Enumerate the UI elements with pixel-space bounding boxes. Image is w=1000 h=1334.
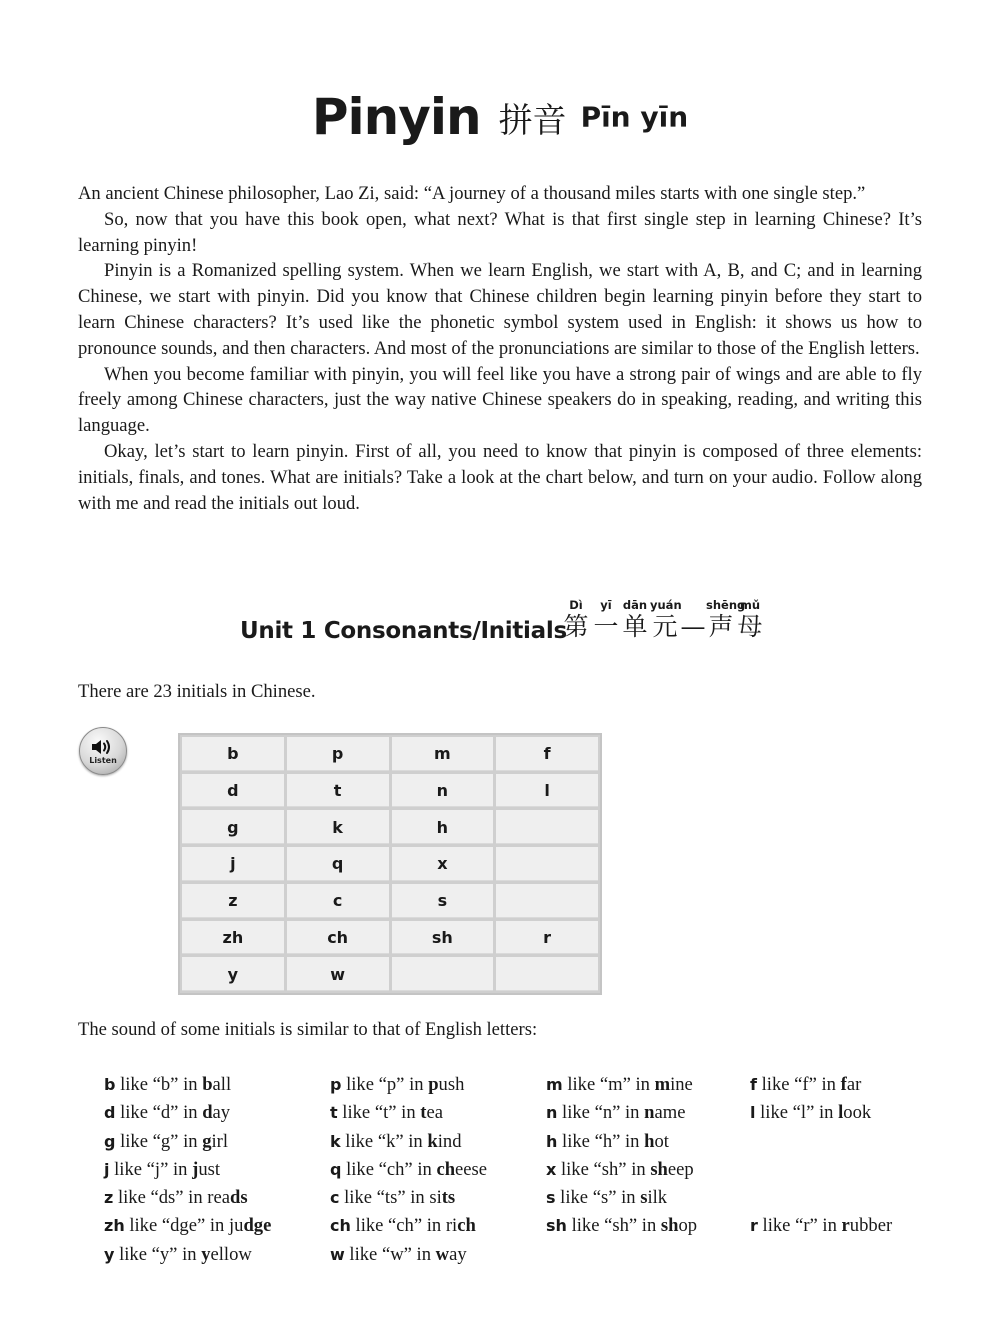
example-line: ch like “ch” in rich — [330, 1215, 476, 1237]
example-line: b like “b” in ball — [104, 1074, 232, 1095]
unit-heading-english: Unit 1 Consonants/Initials — [240, 618, 567, 644]
table-cell: k — [287, 810, 389, 844]
example-initial: y — [104, 1244, 115, 1264]
example-line: t like “t” in tea — [330, 1102, 443, 1124]
example-initial: w — [330, 1244, 345, 1264]
example-initial: h — [546, 1131, 558, 1151]
example-initial: k — [330, 1131, 341, 1151]
table-cell: h — [392, 810, 494, 844]
example-line: h like “h” in hot — [546, 1130, 669, 1152]
example-line: d like “d” in day — [104, 1102, 231, 1124]
example-initial: b — [104, 1075, 116, 1094]
table-cell: q — [287, 847, 389, 881]
table-cell: b — [182, 737, 284, 771]
example-line: j like “j” in just — [104, 1158, 221, 1180]
table-cell: n — [392, 774, 494, 808]
listen-button[interactable] — [79, 727, 127, 775]
title-chinese: 拼音 — [498, 100, 567, 141]
example-line: sh like “sh” in shop — [546, 1215, 698, 1237]
examples-column-4 — [750, 1071, 892, 1241]
table-cell: j — [182, 847, 284, 881]
table-cell — [496, 847, 598, 881]
example-line: l like “l” in look — [750, 1102, 872, 1124]
example-initial: r — [750, 1216, 758, 1236]
example-initial: sh — [546, 1216, 567, 1236]
example-initial: q — [330, 1159, 342, 1179]
page-title — [0, 88, 1000, 146]
paragraph: An ancient Chinese philosopher, Lao Zi, said: “A journey of a thousand miles starts with one single step.” — [78, 183, 866, 204]
example-line: q like “ch” in cheese — [330, 1158, 488, 1180]
example-initial: g — [104, 1131, 116, 1151]
similar-sounds-text: The sound of some initials is similar to that of English letters: — [78, 1019, 538, 1040]
paragraph: Okay, let’s start to learn pinyin. First of all, you need to know that pinyin is composed of three elements: initials, finals, and tones. What are initials? Take a look at the chart below, and turn on your audio. Follow along with me and read the initials out loud. — [78, 440, 922, 514]
examples-column-2 — [330, 1071, 487, 1269]
example-line: k like “k” in kind — [330, 1130, 462, 1152]
examples-column-3 — [546, 1071, 697, 1241]
table-cell: s — [392, 884, 494, 918]
example-initial: x — [546, 1159, 557, 1179]
table-cell: x — [392, 847, 494, 881]
example-line: f like “f” in far — [750, 1074, 862, 1095]
table-cell: l — [496, 774, 598, 808]
table-cell: t — [287, 774, 389, 808]
title-english: Pinyin — [311, 88, 481, 146]
example-initial: p — [330, 1075, 342, 1094]
table-cell: w — [287, 957, 389, 991]
example-line — [750, 1128, 892, 1156]
example-line: r like “r” in rubber — [750, 1215, 893, 1237]
example-initial: f — [750, 1075, 757, 1094]
table-cell: f — [496, 737, 598, 771]
table-cell — [496, 957, 598, 991]
table-cell: m — [392, 737, 494, 771]
table-cell: c — [287, 884, 389, 918]
table-cell: zh — [182, 921, 284, 955]
example-initial: t — [330, 1103, 338, 1123]
examples-column-1 — [104, 1071, 271, 1269]
example-line: p like “p” in push — [330, 1074, 465, 1095]
speaker-icon — [91, 739, 115, 755]
example-initial: s — [546, 1188, 556, 1208]
example-initial: zh — [104, 1216, 125, 1236]
example-line: y like “y” in yellow — [104, 1243, 252, 1265]
ruby-dash: — — [680, 612, 706, 641]
table-cell: p — [287, 737, 389, 771]
example-initial: j — [104, 1159, 110, 1179]
example-initial: m — [546, 1075, 563, 1094]
example-line: c like “ts” in sits — [330, 1187, 456, 1209]
ruby-char: yuán 元 — [650, 598, 682, 641]
table-cell: z — [182, 884, 284, 918]
table-cell: d — [182, 774, 284, 808]
example-initial: n — [546, 1103, 558, 1123]
example-line: x like “sh” in sheep — [546, 1158, 694, 1180]
ruby-char: dān 单 — [622, 598, 648, 641]
example-line — [750, 1156, 892, 1184]
paragraph: Pinyin is a Romanized spelling system. When we learn English, we start with A, B, and C; and in learning Chinese, we start with pinyin. Did you know that Chinese children begin learning pinyin before they start to learn Chinese characters? It’s used like the phonetic symbol system used in English: it shows us how to pronounce sounds, and then characters. And most of the pronunciations are similar to those of the English letters. — [78, 260, 922, 359]
example-initial: c — [330, 1188, 340, 1208]
paragraph: So, now that you have this book open, what next? What is that first single step in learning Chinese? It’s learning pinyin! — [78, 208, 922, 256]
example-initial: ch — [330, 1216, 351, 1236]
example-line: zh like “dge” in judge — [104, 1215, 272, 1237]
example-initial: d — [104, 1103, 116, 1123]
ruby-char: Dì 第 — [563, 598, 589, 641]
table-cell: g — [182, 810, 284, 844]
example-initial: z — [104, 1188, 114, 1208]
ruby-char: mǔ 母 — [737, 598, 763, 641]
example-line: w like “w” in way — [330, 1243, 467, 1265]
example-line: m like “m” in mine — [546, 1074, 693, 1095]
example-initial: l — [750, 1103, 756, 1123]
example-line: g like “g” in girl — [104, 1130, 229, 1152]
table-cell: ch — [287, 921, 389, 955]
ruby-char: shēng 声 — [706, 598, 746, 641]
example-line — [750, 1184, 892, 1212]
table-cell: sh — [392, 921, 494, 955]
listen-label: Listen — [89, 756, 117, 765]
paragraph: When you become familiar with pinyin, you will feel like you have a strong pair of wings and are able to fly freely among Chinese characters, just the way native Chinese speakers do in speaking, reading, and writing this language. — [78, 363, 922, 437]
initials-table — [178, 733, 602, 995]
example-line: z like “ds” in reads — [104, 1187, 248, 1209]
table-cell — [496, 810, 598, 844]
table-cell — [496, 884, 598, 918]
example-line: s like “s” in silk — [546, 1187, 668, 1209]
table-cell — [392, 957, 494, 991]
table-cell: y — [182, 957, 284, 991]
initials-count-text: There are 23 initials in Chinese. — [78, 681, 316, 702]
intro-body — [78, 181, 922, 516]
table-cell: r — [496, 921, 598, 955]
ruby-char: yī 一 — [593, 598, 619, 641]
title-pinyin: Pīn yīn — [580, 100, 689, 134]
example-line: n like “n” in name — [546, 1102, 686, 1124]
